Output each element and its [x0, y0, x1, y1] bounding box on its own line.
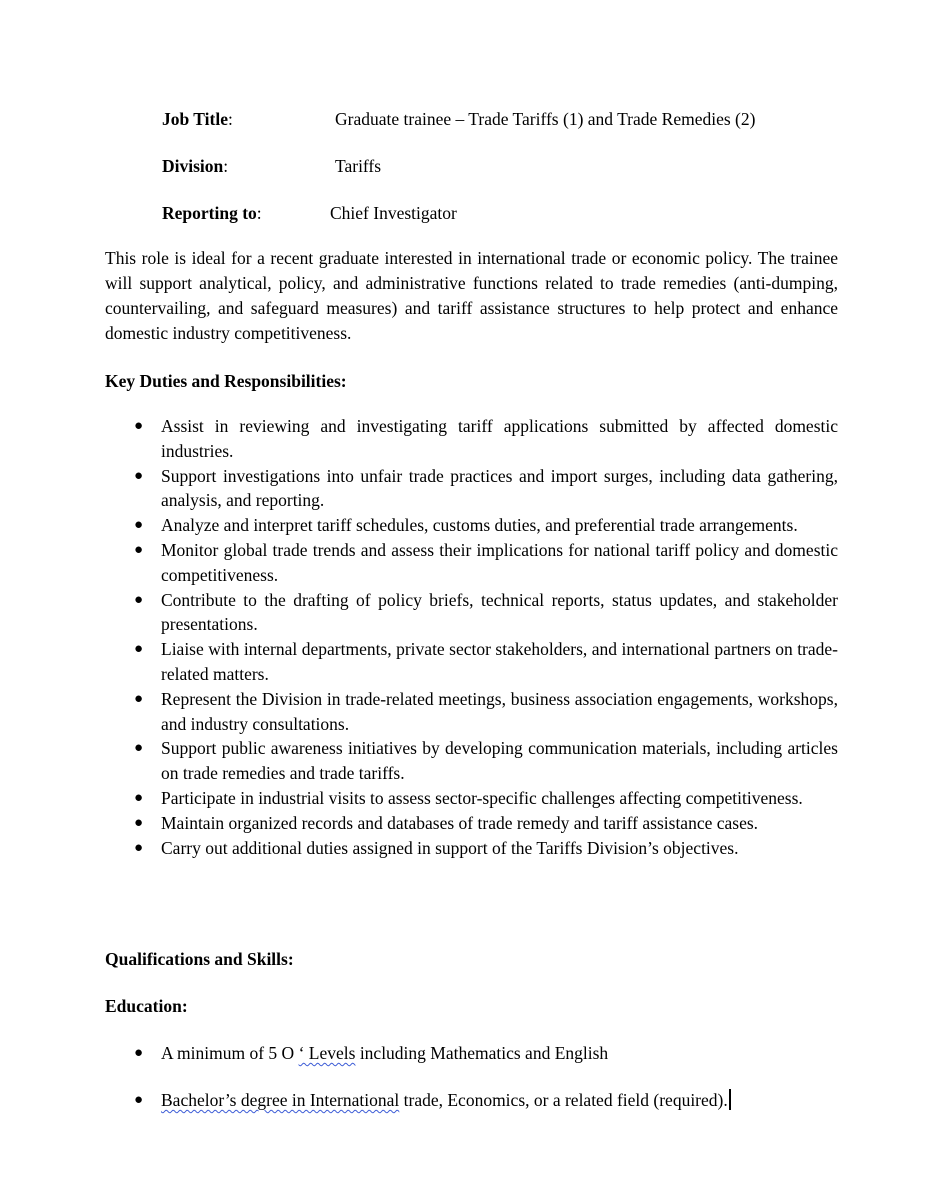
- reporting-label: Reporting to:: [162, 203, 262, 223]
- duty-text: Liaise with internal departments, private sector stakeholders, and international partners on trade-related matters.: [161, 639, 838, 684]
- duty-list-item: [105, 736, 838, 786]
- duty-text: Contribute to the drafting of policy briefs, technical reports, status updates, and stakeholder presentations.: [161, 589, 838, 635]
- duty-list-item: [105, 414, 838, 464]
- reporting-value: Chief Investigator: [330, 203, 457, 223]
- bullet-icon: ●: [134, 541, 144, 558]
- duty-list-item: [105, 538, 838, 588]
- bullet-icon: ●: [134, 690, 144, 707]
- bullet-icon: ●: [134, 1045, 144, 1061]
- duty-list-item: [105, 588, 838, 638]
- bullet-icon: ●: [134, 467, 144, 484]
- education-text-post: including Mathematics and English: [355, 1043, 609, 1063]
- division-value: Tariffs: [335, 156, 382, 176]
- duty-text: Support investigations into unfair trade practices and import surges, including data gathering, analysis, and reporting.: [161, 465, 838, 511]
- education-item: [105, 1041, 838, 1065]
- bullet-icon: ●: [134, 839, 144, 856]
- duty-text: Analyze and interpret tariff schedules, customs duties, and preferential trade arrangements.: [161, 515, 798, 536]
- job-title-value: Graduate trainee – Trade Tariffs (1) and Trade Remedies (2): [335, 109, 756, 129]
- duty-list-item: [105, 464, 838, 514]
- duty-text: Monitor global trade trends and assess their implications for national tariff policy and domestic competitiveness.: [161, 539, 838, 585]
- education-text-post: trade, Economics, or a related field (required).: [399, 1090, 728, 1110]
- division-label: Division:: [162, 156, 229, 176]
- bullet-icon: ●: [134, 1092, 144, 1108]
- duty-list-item: [105, 811, 838, 836]
- education-heading: Education:: [105, 996, 188, 1016]
- duty-list-item: [105, 513, 838, 538]
- bullet-icon: ●: [134, 814, 144, 831]
- duty-list-item: [105, 786, 838, 811]
- duty-text: Participate in industrial visits to assess sector-specific challenges affecting competitiveness.: [161, 787, 803, 808]
- education-text-pre: A minimum of 5 O: [161, 1043, 299, 1063]
- bullet-icon: ●: [134, 740, 144, 757]
- duty-list-item: [105, 637, 838, 687]
- job-title-label: Job Title:: [162, 109, 233, 129]
- education-item: [105, 1088, 838, 1112]
- duty-list-item: [105, 836, 838, 861]
- duty-list-item: [105, 687, 838, 737]
- bullet-icon: ●: [134, 789, 144, 806]
- duty-text: Maintain organized records and databases of trade remedy and tariff assistance cases.: [161, 812, 759, 833]
- bullet-icon: ●: [134, 517, 144, 534]
- duty-text: Assist in reviewing and investigating tariff applications submitted by affected domestic industries.: [161, 416, 838, 461]
- duty-text: Support public awareness initiatives by developing communication materials, including articles on trade remedies and trade tariffs.: [161, 738, 838, 784]
- bullet-icon: ●: [134, 591, 144, 608]
- duty-text: Carry out additional duties assigned in support of the Tariffs Division’s objectives.: [161, 837, 739, 858]
- duties-list: [105, 414, 838, 860]
- spellcheck-flagged-text[interactable]: Bachelor’s degree in International: [161, 1090, 400, 1110]
- duty-text: Represent the Division in trade-related meetings, business association engagements, workshops, and industry consultations.: [161, 688, 838, 734]
- spellcheck-flagged-text[interactable]: ‘ Levels: [298, 1043, 356, 1063]
- intro-paragraph: This role is ideal for a recent graduate interested in international trade or economic policy. The trainee will support analytical, policy, and administrative functions related to trade remedies (anti-dumping, countervailing, and safeguard measures) and tariff assistance structures to help protect and enhance domestic industry competitiveness.: [105, 248, 838, 343]
- qualifications-heading: Qualifications and Skills:: [105, 949, 294, 969]
- text-cursor: [729, 1089, 731, 1110]
- bullet-icon: ●: [134, 641, 144, 658]
- bullet-icon: ●: [134, 418, 144, 434]
- duties-heading: Key Duties and Responsibilities:: [105, 371, 347, 391]
